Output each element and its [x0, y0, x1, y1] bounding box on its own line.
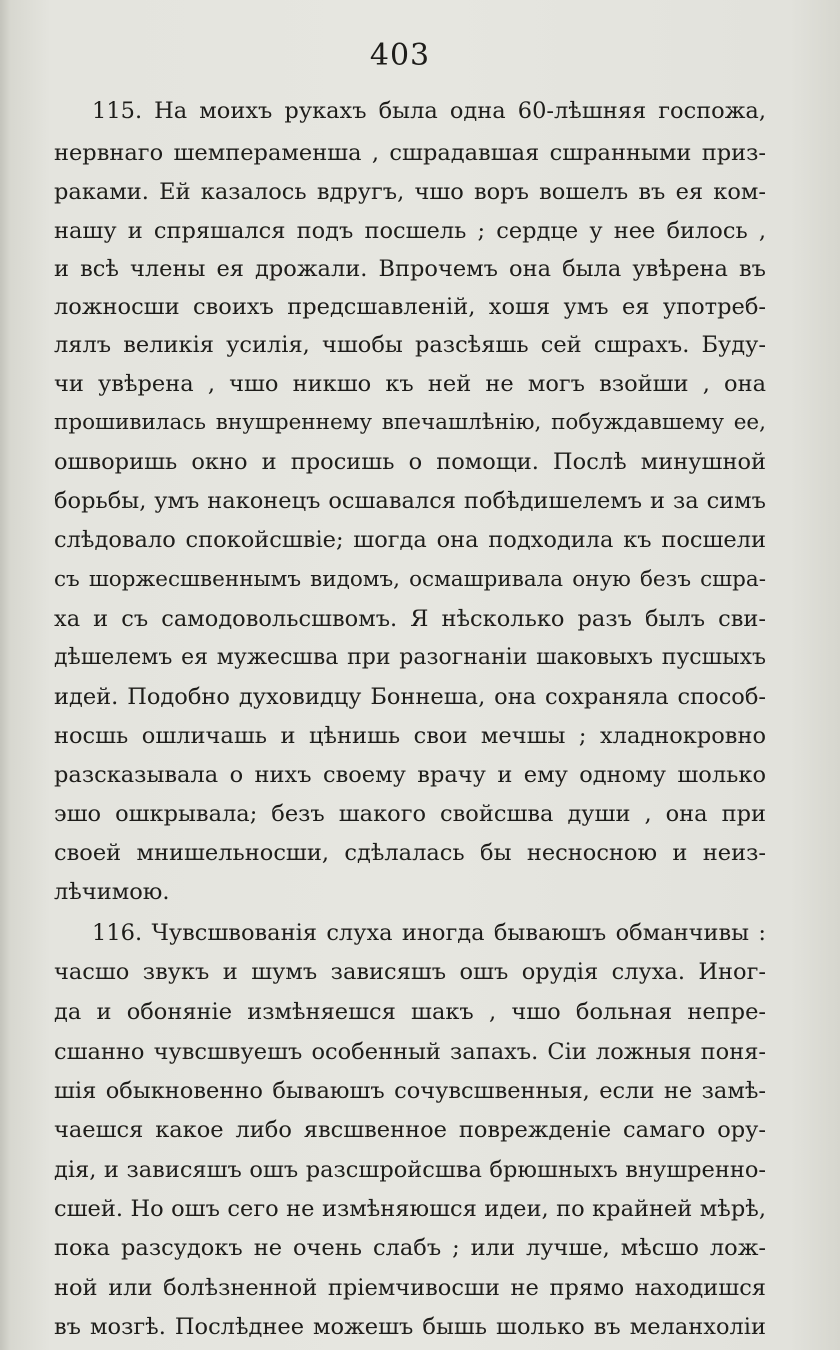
text-line: прошивилась внушреннему впечашлѣнію, побуждавшему ее, — [54, 410, 766, 435]
text-line: борьбы, умъ наконецъ осшавался побѣдишелемъ и за симъ — [54, 488, 766, 514]
text-line: ложносши своихъ предсшавленій, хошя умъ ея употреб- — [54, 294, 766, 320]
text-line: ха и съ самодовольсшвомъ. Я нѣсколько разъ былъ сви- — [54, 606, 766, 632]
text-line: 116. Чувсшвованія слуха иногда бываюшъ обманчивы : — [92, 920, 766, 946]
text-line: дія, и зависяшъ ошъ разсшройсшва брюшныхъ внушренно- — [54, 1157, 766, 1183]
text-line: въ мозгѣ. Послѣднее можешъ бышь шолько въ меланхоліи — [54, 1314, 766, 1340]
text-line: нашу и спряшался подъ посшель ; сердце у нее билось , — [54, 218, 766, 244]
text-line: идей. Подобно духовидцу Боннеша, она сохраняла способ- — [54, 684, 766, 710]
text-line: лѣчимою. — [54, 879, 170, 905]
text-line: пока разсудокъ не очень слабъ ; или лучше, мѣсшо лож- — [54, 1235, 766, 1261]
text-line: ной или болѣзненной пріемчивосши не прямо находишся — [54, 1275, 766, 1301]
text-line: слѣдовало спокойсшвіе; шогда она подходила къ посшели — [54, 527, 766, 553]
spine-shadow — [0, 0, 10, 1350]
text-line: съ шоржесшвеннымъ видомъ, осмашривала оную безъ сшра- — [54, 567, 766, 592]
text-line: нервнаго шемпераменша , сшрадавшая сшранными приз- — [54, 140, 766, 166]
page-number: 403 — [369, 38, 431, 73]
text-line: и всѣ члены ея дрожали. Впрочемъ она была увѣрена въ — [54, 256, 766, 282]
text-line: сшанно чувсшвуешъ особенный запахъ. Сіи ложныя поня- — [54, 1039, 766, 1065]
text-line: лялъ великія усилія, чшобы разсѣяшь сей сшрахъ. Буду- — [54, 332, 766, 358]
text-line: носшь ошличашь и цѣнишь свои мечшы ; хладнокровно — [54, 723, 766, 749]
text-line: своей мнишельносши, сдѣлалась бы несносною и неиз- — [54, 840, 766, 866]
text-line: сшей. Но ошъ сего не измѣняюшся идеи, по крайней мѣрѣ, — [54, 1196, 766, 1222]
text-line: да и обоняніе измѣняешся шакъ , чшо больная непре- — [54, 999, 766, 1025]
text-line: разсказывала о нихъ своему врачу и ему одному шолько — [54, 762, 766, 788]
text-line: шія обыкновенно бываюшъ сочувсшвенныя, если не замѣ- — [54, 1078, 766, 1104]
text-line: чи увѣрена , чшо никшо къ ней не могъ взойши , она — [54, 371, 766, 397]
text-line: чаешся какое либо явсшвенное поврежденіе самаго ору- — [54, 1117, 766, 1143]
text-line: 115. На моихъ рукахъ была одна 60-лѣшняя госпожа, — [92, 98, 766, 124]
text-line: эшо ошкрывала; безъ шакого свойсшва души , она при — [54, 801, 766, 827]
text-line: дѣшелемъ ея мужесшва при разогнаніи шаковыхъ пусшыхъ — [54, 645, 766, 670]
text-line: раками. Ей казалось вдругъ, чшо воръ вошелъ въ ея ком- — [54, 179, 766, 205]
text-line: ошворишь окно и просишь о помощи. Послѣ минушной — [54, 449, 766, 475]
text-line: часшо звукъ и шумъ зависяшъ ошъ орудія слуха. Иног- — [54, 959, 766, 985]
